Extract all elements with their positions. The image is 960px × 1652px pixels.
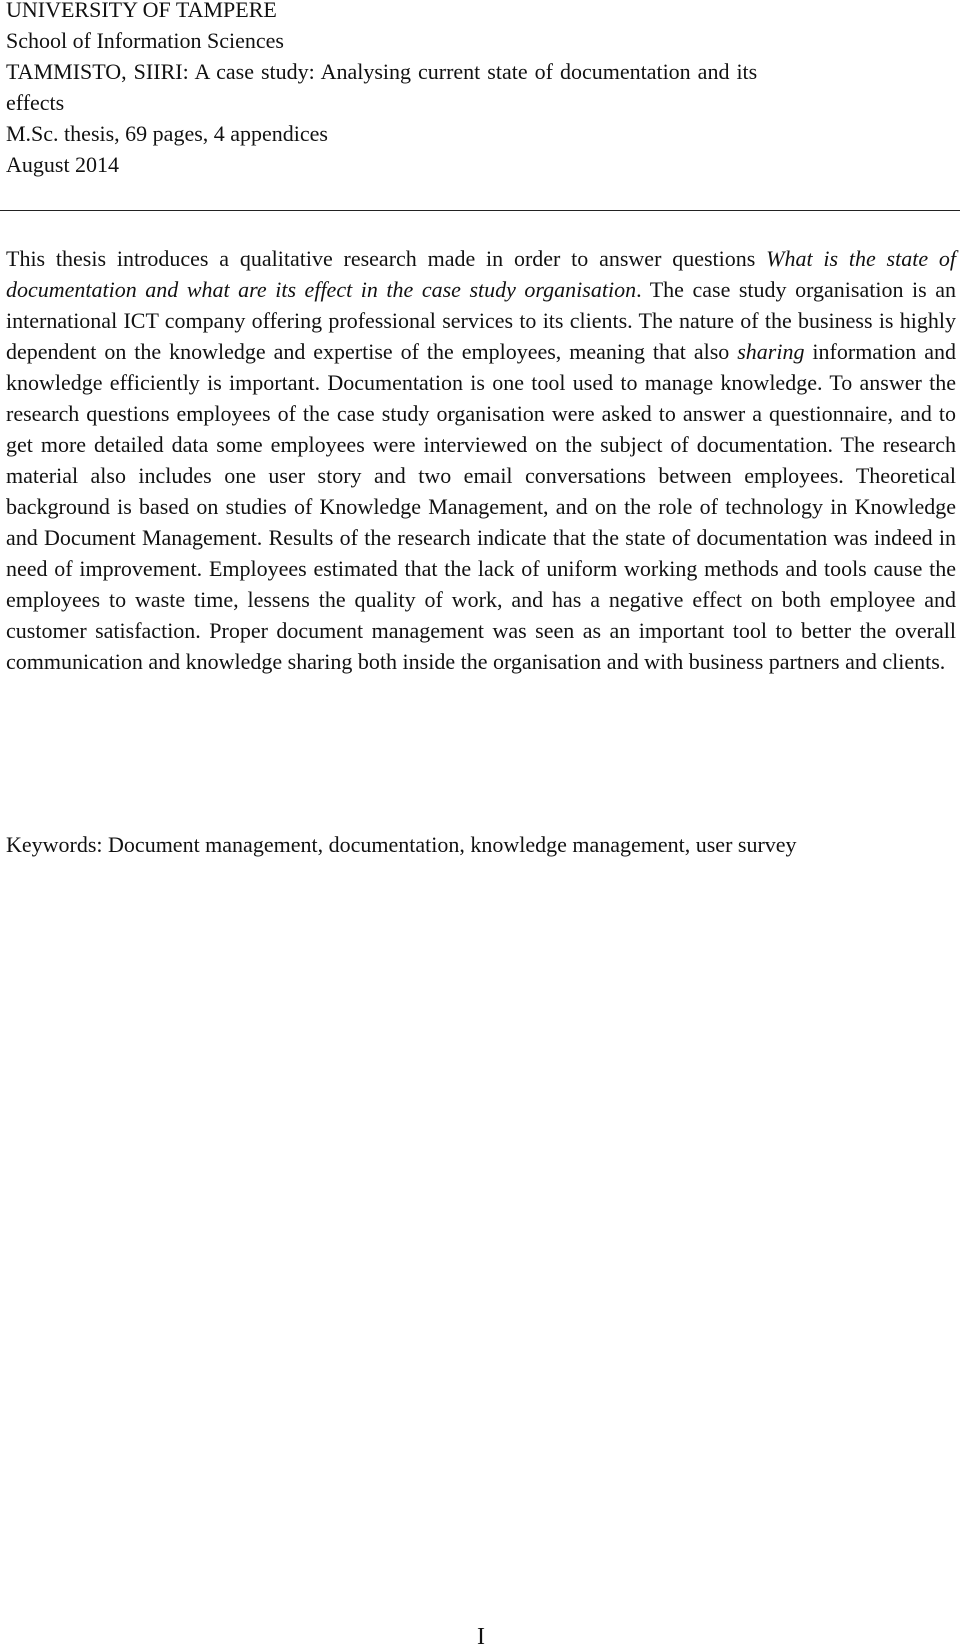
thesis-header (6, 0, 956, 180)
keywords-paragraph: Keywords: Document management, documentation, knowledge management, user survey (6, 832, 797, 857)
thesis-title-line2: effects (6, 90, 65, 115)
abstract-paragraph (6, 243, 956, 677)
abstract-text-3: information and knowledge efficiently is important. Documentation is one tool used to manage knowledge. To answer the research questions employees of the case study organisation were asked to answer a questionnaire, and to get more detailed data some employees were interviewed on the subject of documentation. The research material also includes one user story and two email conversations between employees. Theoretical background is based on studies of Knowledge Management, and on the role of technology in Knowledge and Document Management. Results of the research indicate that the state of documentation was indeed in need of improvement. Employees estimated that the lack of uniform working methods and tools cause the employees to waste time, lessens the quality of work, and has a negative effect on both employee and customer satisfaction. Proper document management was seen as an important tool to better the overall communication and knowledge sharing both inside the organisation and with business partners and clients. (6, 339, 956, 674)
school-name: School of Information Sciences (6, 28, 284, 53)
abstract-emphasis-sharing: sharing (737, 339, 805, 364)
abstract-text-2: . The case study organisation is an international ICT company offering professional services to its clients. The nature of the business is highly dependent on the knowledge and expertise of the employees, meaning that also (6, 277, 956, 364)
page-number: I (477, 1624, 485, 1650)
document-page (6, 0, 956, 1650)
university-name: UNIVERSITY OF TAMPERE (6, 0, 277, 22)
thesis-title-line1: TAMMISTO, SIIRI: A case study: Analysing current state of documentation and its (6, 59, 758, 84)
header-divider (0, 210, 960, 211)
thesis-info: M.Sc. thesis, 69 pages, 4 appendices (6, 121, 328, 146)
thesis-date: August 2014 (6, 152, 120, 177)
abstract-research-question: What is the state of documentation and what are its effect in the case study organisation (6, 246, 956, 302)
abstract-text-1: This thesis introduces a qualitative research made in order to answer questions (6, 246, 767, 271)
